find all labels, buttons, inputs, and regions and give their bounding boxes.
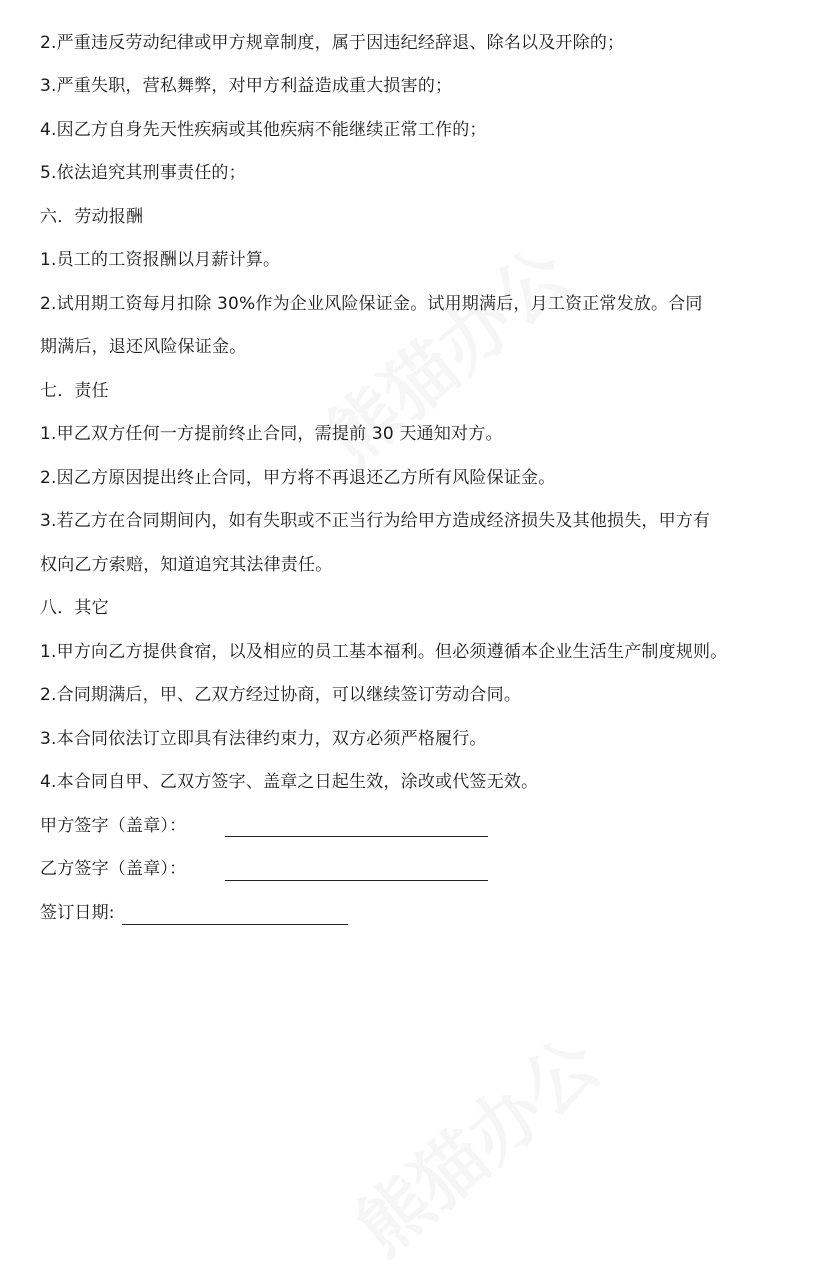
clause-6-2-cont: 期满后，退还风险保证金。 — [40, 337, 247, 357]
clause-5-3: 3.严重失职，营私舞弊，对甲方利益造成重大损害的； — [40, 76, 453, 96]
clause-8-2: 2.合同期满后，甲、乙双方经过协商，可以继续签订劳动合同。 — [40, 685, 522, 705]
clause-5-2: 2.严重违反劳动纪律或甲方规章制度，属于因违纪经辞退、除名以及开除的； — [40, 33, 625, 53]
section-6-heading: 六．劳动报酬 — [40, 207, 144, 227]
sign-date-label: 签订日期: — [40, 903, 115, 923]
clause-6-2: 2.试用期工资每月扣除 30%作为企业风险保证金。试用期满后，月工资正常发放。合同 — [40, 294, 703, 314]
clause-8-3: 3.本合同依法订立即具有法律约束力，双方必须严格履行。 — [40, 729, 487, 749]
party-b-signature-label: 乙方签字（盖章）： — [40, 859, 187, 879]
clause-7-3-cont: 权向乙方索赔，知道追究其法律责任。 — [40, 555, 333, 575]
section-7-heading: 七．责任 — [40, 381, 109, 401]
clause-5-5: 5.依法追究其刑事责任的； — [40, 163, 246, 183]
clause-7-3: 3.若乙方在合同期间内，如有失职或不正当行为给甲方造成经济损失及其他损失，甲方有 — [40, 511, 711, 531]
clause-6-1: 1.员工的工资报酬以月薪计算。 — [40, 250, 281, 270]
clause-5-4: 4.因乙方自身先天性疾病或其他疾病不能继续正常工作的； — [40, 120, 487, 140]
clause-7-1: 1.甲乙双方任何一方提前终止合同，需提前 30 天通知对方。 — [40, 424, 503, 444]
watermark-bottom — [330, 1010, 617, 1274]
clause-8-4: 4.本合同自甲、乙双方签字、盖章之日起生效，涂改或代签无效。 — [40, 772, 539, 792]
party-a-signature-label: 甲方签字（盖章）： — [40, 816, 187, 836]
sign-date-line[interactable] — [122, 924, 348, 925]
clause-7-2: 2.因乙方原因提出终止合同，甲方将不再退还乙方所有风险保证金。 — [40, 468, 556, 488]
party-b-signature-line[interactable] — [225, 880, 488, 881]
party-a-signature-line[interactable] — [225, 836, 488, 837]
section-8-heading: 八．其它 — [40, 598, 109, 618]
clause-8-1: 1.甲方向乙方提供食宿，以及相应的员工基本福利。但必须遵循本企业生活生产制度规则。 — [40, 642, 728, 662]
